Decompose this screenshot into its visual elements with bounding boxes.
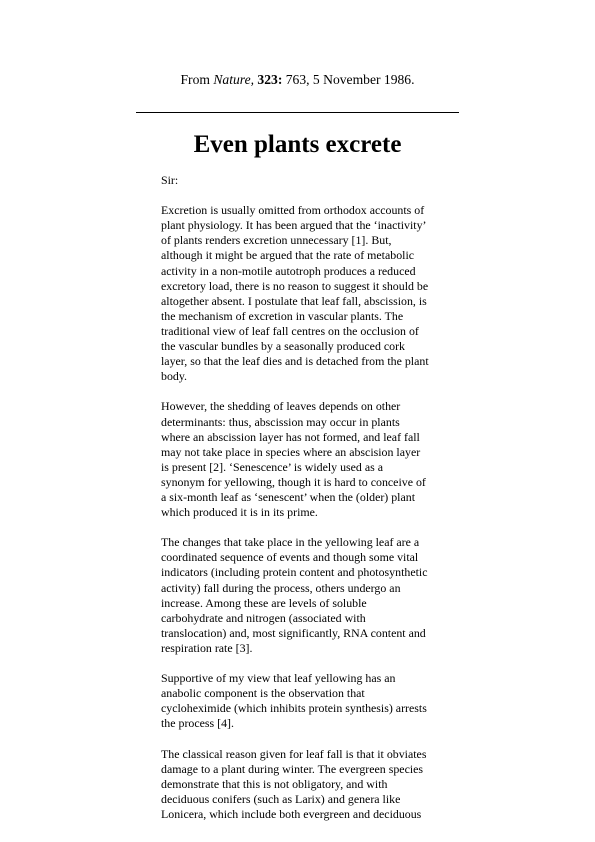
paragraph-line: Supportive of my view that leaf yellowing has an [161, 671, 396, 686]
paragraph-line: the process [4]. [161, 716, 234, 731]
paragraph-line: anabolic component is the observation that [161, 686, 365, 701]
paragraph-line: Lonicera, which include both evergreen and deciduous [161, 806, 422, 821]
paragraph-line: traditional view of leaf fall centres on the occlusion of [161, 323, 419, 338]
article-paragraphs [161, 203, 437, 822]
paragraph-line: translocation) and, most significantly, RNA content and [161, 625, 426, 640]
salutation: Sir: [161, 173, 179, 187]
paragraph-line: respiration rate [3]. [161, 640, 253, 655]
paragraph-line: damage to a plant during winter. The evergreen species [161, 761, 424, 776]
paragraph [161, 747, 437, 822]
paragraph-line: increase. Among these are levels of soluble [161, 595, 367, 610]
paragraph-line: The classical reason given for leaf fall is that it obviates [161, 746, 427, 761]
paragraph-line: altogether absent. I postulate that leaf fall, abscission, is [161, 293, 427, 308]
paragraph-line: However, the shedding of leaves depends on other [161, 399, 401, 414]
source-suffix: 763, 5 November 1986. [282, 72, 415, 87]
paragraph-line: which produced it is in its prime. [161, 505, 318, 520]
paragraph-line: Excretion is usually omitted from orthodox accounts of [161, 203, 425, 218]
paragraph [161, 203, 437, 384]
paragraph-line: a six-month leaf as ‘senescent’ when the (older) plant [161, 489, 416, 504]
paragraph-line: The changes that take place in the yellowing leaf are a [161, 535, 420, 550]
journal-name: Nature, [213, 72, 255, 87]
paragraph-line: the vascular bundles by a seasonally produced cork [161, 339, 406, 354]
article-title: Even plants excrete [193, 131, 402, 158]
paragraph [161, 535, 437, 656]
paragraph-line: deciduous conifers (such as Larix) and genera like [161, 791, 401, 806]
paragraph-line: demonstrate that this is not obligatory, and with [161, 776, 388, 791]
paragraph-line: may not take place in species where an abscision layer [161, 444, 421, 459]
paragraph [161, 399, 437, 520]
paragraph-line: of plants renders excretion unnecessary [1]. But, [161, 233, 392, 248]
paragraph-line: although it might be argued that the rate of metabolic [161, 248, 415, 263]
paragraph-line: plant physiology. It has been argued that the ‘inactivity’ [161, 218, 427, 233]
paragraph-line: excretory load, there is no reason to suggest it should be [161, 278, 429, 293]
paragraph-line: coordinated sequence of events and though some vital [161, 550, 419, 565]
header-divider [136, 112, 459, 113]
paragraph-line: carbohydrate and nitrogen (associated with [161, 610, 366, 625]
paragraph-line: body. [161, 369, 187, 384]
paragraph-line: cycloheximide (which inhibits protein synthesis) arrests [161, 701, 427, 716]
paragraph-line: determinants: thus, abscission may occur in plants [161, 414, 400, 429]
paragraph-line: the mechanism of excretion in vascular plants. The [161, 308, 404, 323]
journal-volume: 323: [257, 72, 283, 87]
paragraph-line: layer, so that the leaf dies and is detached from the plant [161, 354, 429, 369]
source-citation [0, 71, 595, 88]
paragraph [161, 671, 437, 731]
paragraph-line: activity in a non-motile autotroph produces a reduced [161, 263, 416, 278]
paragraph-line: indicators (including protein content and photosynthetic [161, 565, 428, 580]
paragraph-line: is present [2]. ‘Senescence’ is widely used as a [161, 459, 383, 474]
paragraph-line: where an abscission layer has not formed, and leaf fall [161, 429, 420, 444]
paragraph-line: synonym for yellowing, though it is hard to conceive of [161, 474, 426, 489]
source-prefix: From [180, 72, 214, 87]
article-body [161, 173, 437, 837]
paragraph-line: activity) fall during the process, others undergo an [161, 580, 401, 595]
